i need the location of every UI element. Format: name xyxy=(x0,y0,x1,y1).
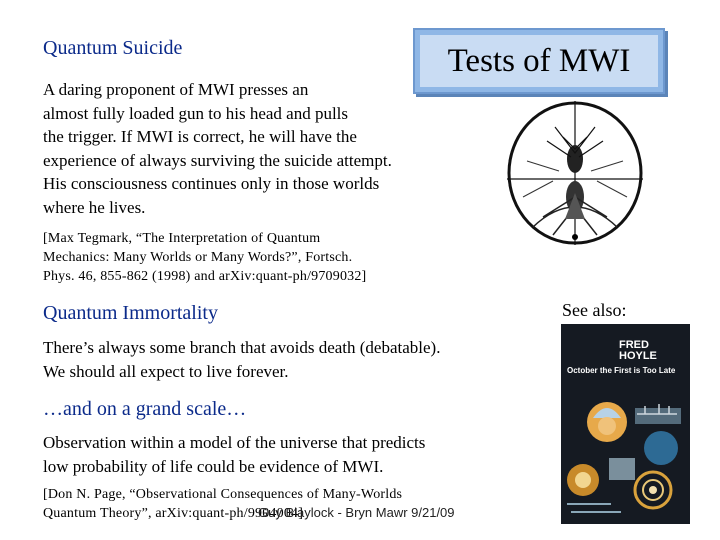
book-cover xyxy=(561,324,690,524)
text-line: low probability of life could be evidence of MWI. xyxy=(43,456,384,476)
grand-scale-paragraph xyxy=(43,431,425,478)
text-line: almost fully loaded gun to his head and pulls xyxy=(43,103,349,123)
reference-line: Phys. 46, 855-862 (1998) and arXiv:quant-ph/9709032] xyxy=(43,269,367,284)
slide-title-box xyxy=(413,28,665,94)
text-line: A daring proponent of MWI presses an xyxy=(43,80,309,99)
book-author-first: FRED xyxy=(619,339,649,351)
text-line: We should all expect to live forever. xyxy=(43,361,289,381)
text-line: where he lives. xyxy=(43,197,146,217)
text-line: His consciousness continues only in those worlds xyxy=(43,174,380,193)
book-title: October the First is Too Late xyxy=(567,366,676,375)
reference-line: [Max Tegmark, “The Interpretation of Quantum xyxy=(43,231,321,246)
quantum-immortality-paragraph xyxy=(43,336,440,383)
crosshair-illustration xyxy=(503,97,647,249)
reference-line: Quantum Theory”, arXiv:quant-ph/9904004] xyxy=(43,506,304,521)
text-line: experience of always surviving the suicide attempt. xyxy=(43,150,392,170)
section-heading-quantum-suicide: Quantum Suicide xyxy=(43,37,183,59)
section-heading-grand-scale: …and on a grand scale… xyxy=(43,398,247,420)
tegmark-reference xyxy=(43,229,366,286)
slide-title: Tests of MWI xyxy=(420,35,658,87)
slide-footer: Guy Blaylock - Bryn Mawr 9/21/09 xyxy=(258,505,455,520)
text-line: Observation within a model of the universe that predicts xyxy=(43,433,426,452)
text-line: There’s always some branch that avoids death (debatable). xyxy=(43,338,441,357)
quantum-suicide-paragraph xyxy=(43,78,392,219)
text-line: the trigger. If MWI is correct, he will have the xyxy=(43,127,357,146)
section-heading-quantum-immortality: Quantum Immortality xyxy=(43,302,218,324)
see-also-label: See also: xyxy=(562,300,627,320)
book-author-last: HOYLE xyxy=(619,350,657,362)
reference-line: Mechanics: Many Worlds or Many Words?”, Fortsch. xyxy=(43,250,353,265)
book-cover-art xyxy=(561,384,690,524)
reference-line: [Don N. Page, “Observational Consequences of Many-Worlds xyxy=(43,487,403,502)
